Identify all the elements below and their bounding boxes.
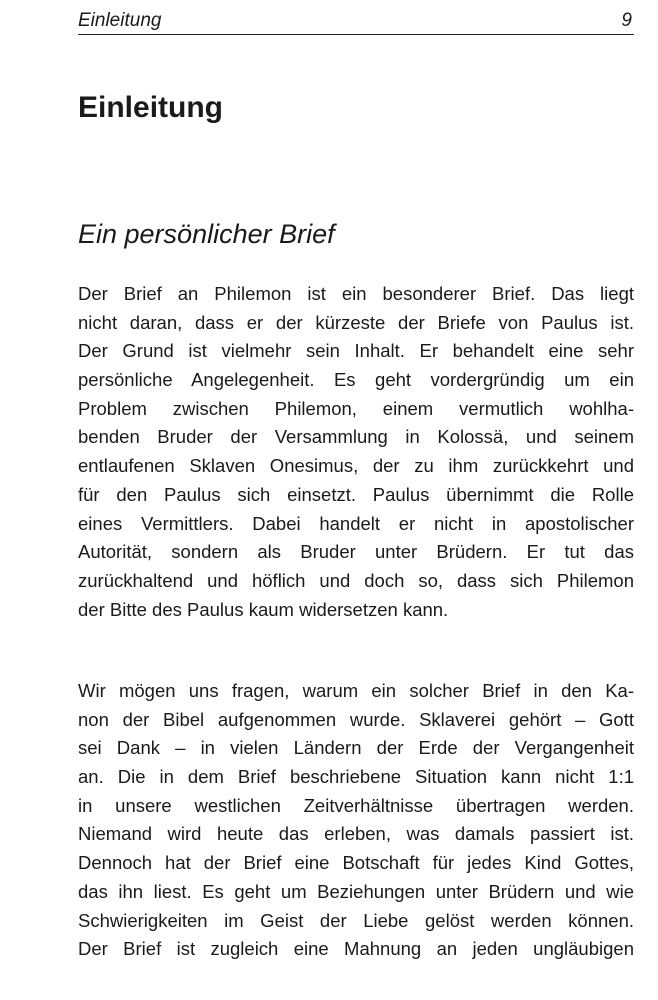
text-line: sei Dank – in vielen Ländern der Erde der Vergangenheit <box>78 737 634 759</box>
text-line: an. Die in dem Brief beschriebene Situation kann nicht 1:1 <box>78 766 634 788</box>
text-line: benden Bruder der Versammlung in Kolossä, und seinem <box>78 426 634 448</box>
running-header <box>78 8 634 35</box>
text-line: Niemand wird heute das erleben, was damals passiert ist. <box>78 823 634 845</box>
text-line: Wir mögen uns fragen, warum ein solcher Brief in den Ka- <box>78 680 634 701</box>
text-line: Der Brief ist zugleich eine Mahnung an jeden ungläubigen <box>78 938 634 960</box>
paragraph-1 <box>78 280 634 624</box>
text-line: persönliche Angelegenheit. Es geht vordergründig um ein <box>78 369 634 391</box>
text-line: der Bitte des Paulus kaum widersetzen kann. <box>78 598 449 620</box>
text-line: Problem zwischen Philemon, einem vermutlich wohlha- <box>78 397 634 419</box>
section-title: Ein persönlicher Brief <box>78 219 335 249</box>
text-line: Autorität, sondern als Bruder unter Brüdern. Er tut das <box>78 541 634 563</box>
text-line: zurückhaltend und höflich und doch so, dass sich Philemon <box>78 569 634 591</box>
paragraph-2 <box>78 677 634 964</box>
text-line: Der Brief an Philemon ist ein besonderer Brief. Das liegt <box>78 283 634 304</box>
page-number: 9 <box>621 10 632 31</box>
text-line: entlaufenen Sklaven Onesimus, der zu ihm zurückkehrt und <box>78 455 634 477</box>
text-line: Dennoch hat der Brief eine Botschaft für jedes Kind Gottes, <box>78 852 634 874</box>
text-line: nicht daran, dass er der kürzeste der Briefe von Paulus ist. <box>78 311 634 333</box>
text-line: für den Paulus sich einsetzt. Paulus übernimmt die Rolle <box>78 483 634 505</box>
text-line: eines Vermittlers. Dabei handelt er nicht in apostolischer <box>78 512 634 534</box>
text-line: Schwierigkeiten im Geist der Liebe gelöst werden können. <box>78 909 634 931</box>
text-line: das ihn liest. Es geht um Beziehungen unter Brüdern und wie <box>78 880 634 902</box>
text-line: Der Grund ist vielmehr sein Inhalt. Er behandelt eine sehr <box>78 340 634 362</box>
chapter-title: Einleitung <box>78 91 223 124</box>
text-line: in unsere westlichen Zeitverhältnisse übertragen werden. <box>78 794 634 816</box>
text-line: non der Bibel aufgenommen wurde. Sklaverei gehört – Gott <box>78 708 634 730</box>
running-header-title: Einleitung <box>78 10 162 31</box>
